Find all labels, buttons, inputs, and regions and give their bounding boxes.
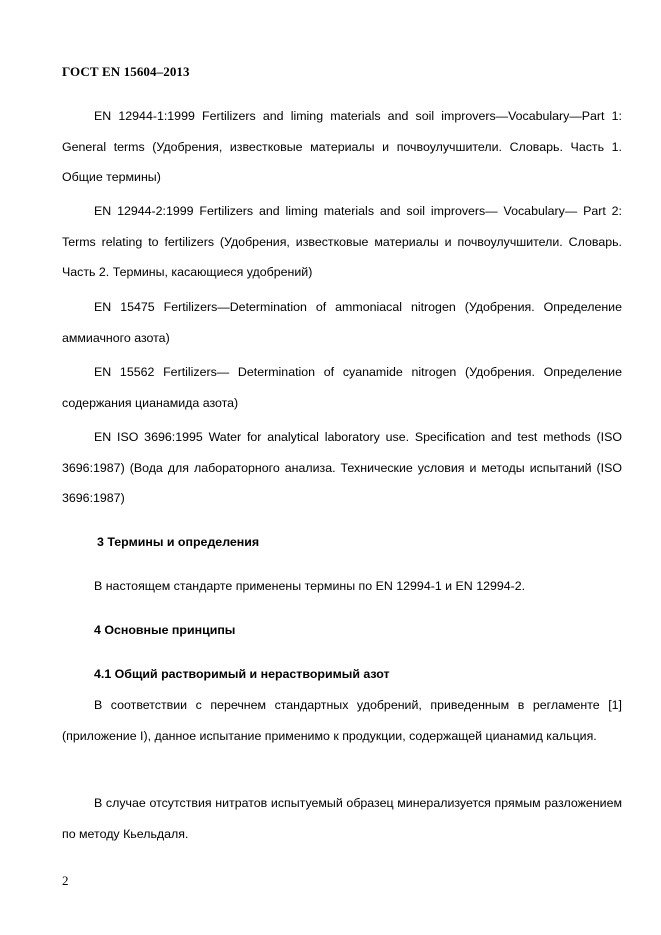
reference-en-12944-1: EN 12944-1:1999 Fertilizers and liming materials and soil improvers—Vocabulary—Part 1: General terms (Удобрения, известковые материалы и почвоулучшители. Словарь. Часть 1. Общие термины) xyxy=(62,109,622,184)
reference-en-12944-2: EN 12944-2:1999 Fertilizers and liming materials and soil improvers— Vocabulary— Part 2: Terms relating to fertilizers (Удобрения, известковые материалы и почвоулучшители. Словарь. Часть 2. Термины, касающиеся удобрений) xyxy=(62,204,622,279)
section-3-text: В настоящем стандарте применены термины по EN 12994-1 и EN 12994-2. xyxy=(94,579,526,593)
section-4-title: 4 Основные принципы xyxy=(94,623,236,637)
page-number: 2 xyxy=(62,873,69,888)
reference-en-15475: EN 15475 Fertilizers—Determination of ammoniacal nitrogen (Удобрения. Определение аммиачного азота) xyxy=(62,300,622,345)
section-4-1-paragraph-2: В случае отсутствия нитратов испытуемый образец минерализуется прямым разложением по методу Кьельдаля. xyxy=(62,796,622,841)
reference-en-iso-3696: EN ISO 3696:1995 Water for analytical laboratory use. Specification and test methods (ISO 3696:1987) (Вода для лабораторного анализа. Технические условия и методы испытаний (ISO 3696:1987) xyxy=(62,430,622,505)
section-4-1-title: 4.1 Общий растворимый и нерастворимый азот xyxy=(94,667,390,681)
section-4-1-paragraph-1: В соответствии с перечнем стандартных удобрений, приведенным в регламенте [1] (приложение I), данное испытание применимо к продукции, содержащей цианамид кальция. xyxy=(62,698,622,743)
document-code-header: ГОСТ EN 15604–2013 xyxy=(62,64,190,79)
reference-en-15562: EN 15562 Fertilizers— Determination of cyanamide nitrogen (Удобрения. Определение содержания цианамида азота) xyxy=(62,365,622,410)
section-3-title: 3 Термины и определения xyxy=(97,535,260,549)
